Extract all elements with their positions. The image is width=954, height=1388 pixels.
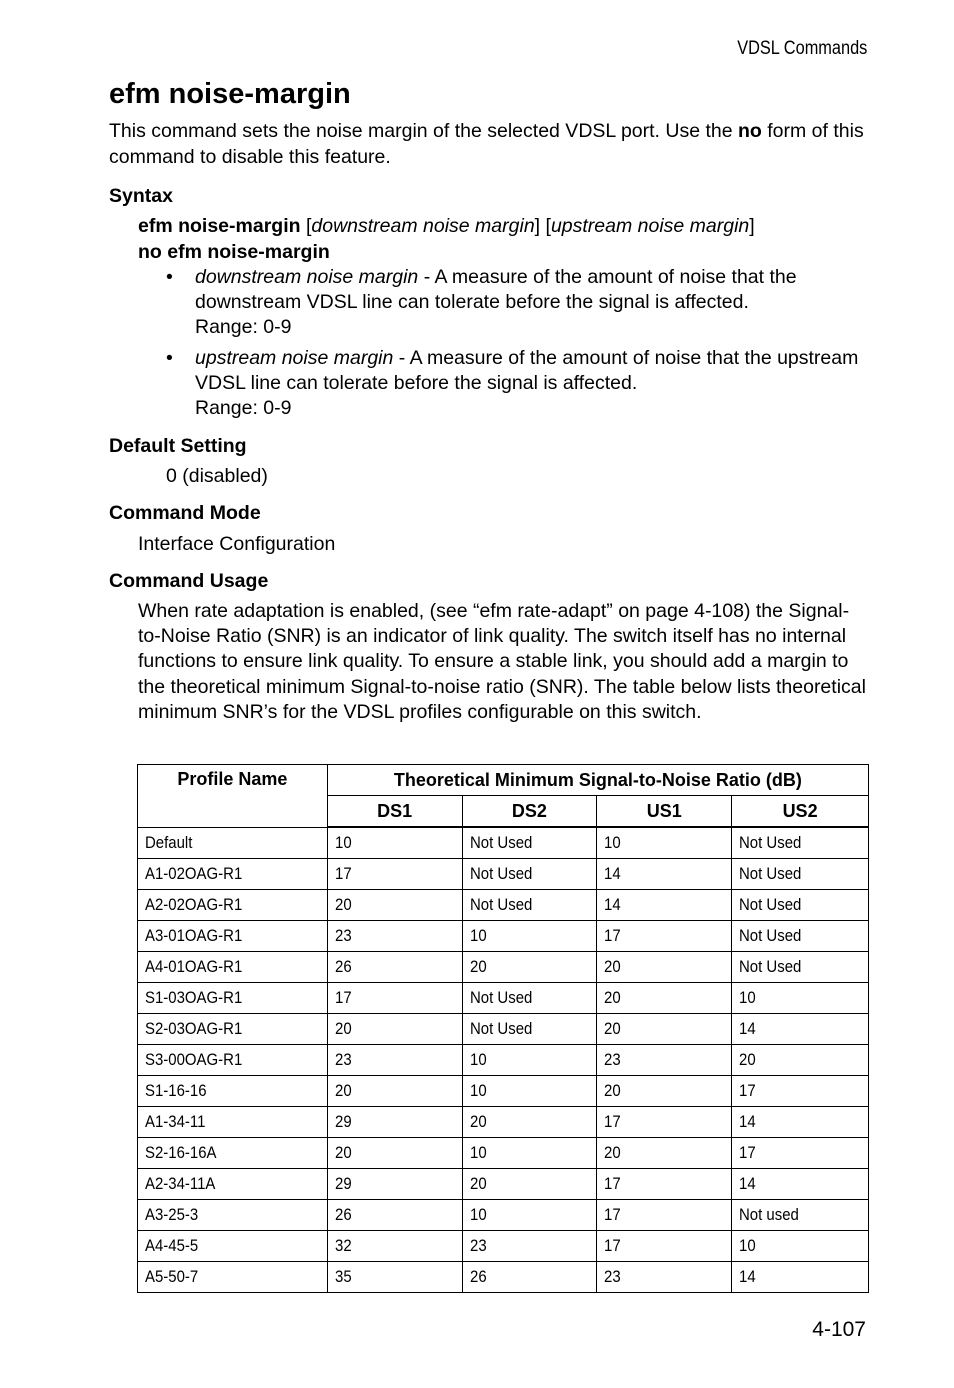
intro-text-end: form of this command to disable this feature. xyxy=(109,120,864,168)
snr-value-cell xyxy=(597,1014,732,1045)
cell-text: 14 xyxy=(739,1267,756,1286)
snr-value-cell xyxy=(732,1262,869,1293)
snr-value-cell xyxy=(597,859,732,890)
snr-value-cell xyxy=(597,1169,732,1200)
table-row xyxy=(138,1138,869,1169)
syntax-bracket: ] xyxy=(749,215,755,237)
cell-text: A1-02OAG-R1 xyxy=(145,864,243,883)
cell-text: 23 xyxy=(604,1267,621,1286)
snr-value-cell xyxy=(732,859,869,890)
snr-value-cell xyxy=(462,1107,597,1138)
bullet-marker: • xyxy=(166,266,173,288)
cell-text: 10 xyxy=(604,833,621,852)
profile-name-cell xyxy=(138,1138,328,1169)
profile-name-cell xyxy=(138,983,328,1014)
cell-text: 10 xyxy=(469,926,487,945)
cell-text: A5-50-7 xyxy=(145,1267,199,1286)
snr-value-cell xyxy=(327,921,462,952)
param-range: Range: 0-9 xyxy=(195,316,292,338)
cell-text: A4-01OAG-R1 xyxy=(145,957,243,976)
table-row xyxy=(138,1262,869,1293)
table-row xyxy=(138,1107,869,1138)
param-description: - A measure of the amount of noise that the downstream VDSL line can tolerate before the signal is affected. xyxy=(195,266,797,313)
snr-value-cell xyxy=(462,1045,597,1076)
cell-text: 32 xyxy=(334,1236,352,1255)
cell-text: 10 xyxy=(334,833,352,852)
cell-text: 20 xyxy=(604,1019,621,1038)
param-description: - A measure of the amount of noise that the upstream VDSL line can tolerate before the signal is affected. xyxy=(195,347,859,394)
snr-value-cell xyxy=(327,859,462,890)
snr-value-cell xyxy=(327,1231,462,1262)
table-row xyxy=(138,952,869,983)
cell-text: 23 xyxy=(469,1236,487,1255)
snr-value-cell xyxy=(732,1200,869,1231)
snr-value-cell xyxy=(462,890,597,921)
snr-value-cell xyxy=(732,827,869,859)
snr-value-cell xyxy=(732,1138,869,1169)
snr-value-cell xyxy=(327,1107,462,1138)
param-bullet-upstream xyxy=(195,346,875,421)
snr-value-cell xyxy=(462,1231,597,1262)
cell-text: Not Used xyxy=(739,926,802,945)
cell-text: 23 xyxy=(334,926,352,945)
profile-name-cell xyxy=(138,1200,328,1231)
cell-text: 20 xyxy=(739,1050,756,1069)
cell-text: 20 xyxy=(469,1174,487,1193)
snr-value-cell xyxy=(462,921,597,952)
snr-value-cell xyxy=(327,1045,462,1076)
page-number: 4-107 xyxy=(812,1318,866,1341)
cell-text: A2-02OAG-R1 xyxy=(145,895,243,914)
command-usage-text: When rate adaptation is enabled, (see “efm rate-adapt” on page 4-108) the Signal-to-Noise Ratio (SNR) is an indicator of link quality. The switch itself has no internal functions to ensure link quality. To ensure a stable link, you should add a margin to the theoretical minimum Signal-to-noise ratio (SNR). The table below lists theoretical minimum SNR’s for the VDSL profiles configurable on this switch. xyxy=(138,600,866,723)
snr-value-cell xyxy=(597,1200,732,1231)
cell-text: 14 xyxy=(739,1174,756,1193)
profile-name-cell xyxy=(138,1076,328,1107)
cell-text: Default xyxy=(145,832,193,852)
snr-value-cell xyxy=(597,1107,732,1138)
cell-text: 20 xyxy=(334,895,352,914)
snr-value-cell xyxy=(732,1076,869,1107)
cell-text: 10 xyxy=(739,1236,756,1255)
snr-value-cell xyxy=(462,1014,597,1045)
command-mode-value: Interface Configuration xyxy=(138,533,336,555)
cell-text: S2-16-16A xyxy=(145,1143,217,1162)
table-row xyxy=(138,859,869,890)
table-row xyxy=(138,1045,869,1076)
running-header: VDSL Commands xyxy=(736,38,867,59)
snr-value-cell xyxy=(462,952,597,983)
cell-text: 14 xyxy=(739,1112,756,1131)
bullet-marker: • xyxy=(166,347,173,369)
profile-name-cell xyxy=(138,1045,328,1076)
snr-value-cell xyxy=(327,1138,462,1169)
cell-text: A1-34-11 xyxy=(145,1112,206,1131)
snr-value-cell xyxy=(327,1076,462,1107)
snr-value-cell xyxy=(462,1169,597,1200)
snr-value-cell xyxy=(732,1231,869,1262)
param-term: upstream noise margin xyxy=(195,347,394,369)
cell-text: A3-25-3 xyxy=(145,1205,199,1224)
syntax-param-downstream: downstream noise margin xyxy=(311,215,535,237)
cell-text: A2-34-11A xyxy=(145,1174,216,1193)
cell-text: S1-03OAG-R1 xyxy=(145,988,243,1007)
table-row xyxy=(138,1076,869,1107)
cell-text: 17 xyxy=(739,1143,756,1162)
cell-text: 14 xyxy=(739,1019,756,1038)
cell-text: A4-45-5 xyxy=(145,1236,199,1255)
cell-text: 20 xyxy=(334,1019,352,1038)
snr-value-cell xyxy=(327,1014,462,1045)
cell-text: 26 xyxy=(334,1205,352,1224)
table-row xyxy=(138,1014,869,1045)
snr-value-cell xyxy=(597,890,732,921)
column-header-us2: US2 xyxy=(732,796,869,828)
cell-text: 17 xyxy=(604,1112,621,1131)
snr-value-cell xyxy=(597,1231,732,1262)
snr-value-cell xyxy=(327,827,462,859)
snr-value-cell xyxy=(732,1107,869,1138)
cell-text: 29 xyxy=(334,1112,352,1131)
syntax-bracket: ] [ xyxy=(534,215,551,237)
cell-text: 35 xyxy=(334,1267,352,1286)
cell-text: Not Used xyxy=(739,957,802,976)
cell-text: 17 xyxy=(604,926,621,945)
syntax-command: efm noise-margin xyxy=(138,215,301,237)
snr-value-cell xyxy=(597,1076,732,1107)
table-row xyxy=(138,1169,869,1200)
cell-text: 20 xyxy=(334,1143,352,1162)
default-setting-value: 0 (disabled) xyxy=(166,465,268,487)
snr-value-cell xyxy=(462,1200,597,1231)
snr-value-cell xyxy=(327,952,462,983)
column-header-ds2: DS2 xyxy=(462,796,597,828)
cell-text: 17 xyxy=(739,1081,756,1100)
snr-value-cell xyxy=(327,890,462,921)
snr-value-cell xyxy=(597,1262,732,1293)
intro-keyword: no xyxy=(738,120,762,142)
snr-value-cell xyxy=(732,952,869,983)
column-header-ds1: DS1 xyxy=(327,796,462,828)
table-row xyxy=(138,890,869,921)
intro-paragraph xyxy=(109,118,879,170)
snr-value-cell xyxy=(327,983,462,1014)
cell-text: 10 xyxy=(469,1143,487,1162)
profile-name-cell xyxy=(138,1107,328,1138)
cell-text: Not Used xyxy=(739,864,802,883)
cell-text: 17 xyxy=(334,988,352,1007)
snr-value-cell xyxy=(462,859,597,890)
param-bullet-downstream xyxy=(195,265,875,340)
cell-text: 17 xyxy=(604,1205,621,1224)
snr-table xyxy=(137,764,869,1293)
snr-value-cell xyxy=(732,983,869,1014)
snr-value-cell xyxy=(732,1014,869,1045)
snr-value-cell xyxy=(597,827,732,859)
cell-text: 10 xyxy=(739,988,756,1007)
column-header-us1: US1 xyxy=(597,796,732,828)
profile-name-cell xyxy=(138,1262,328,1293)
table-row xyxy=(138,1231,869,1262)
table-row xyxy=(138,921,869,952)
cell-text: Not Used xyxy=(469,864,532,883)
cell-text: Not Used xyxy=(469,833,532,852)
cell-text: 14 xyxy=(604,895,621,914)
cell-text: 20 xyxy=(604,1143,621,1162)
snr-value-cell xyxy=(732,1045,869,1076)
syntax-heading: Syntax xyxy=(109,185,173,207)
param-range: Range: 0-9 xyxy=(195,397,292,419)
cell-text: 20 xyxy=(604,957,621,976)
cell-text: S2-03OAG-R1 xyxy=(145,1019,243,1038)
cell-text: 17 xyxy=(334,864,352,883)
snr-value-cell xyxy=(597,921,732,952)
cell-text: 26 xyxy=(469,1267,487,1286)
command-mode-heading: Command Mode xyxy=(109,502,261,524)
profile-name-cell xyxy=(138,827,328,859)
cell-text: 23 xyxy=(604,1050,621,1069)
table-row xyxy=(138,1200,869,1231)
profile-name-cell xyxy=(138,859,328,890)
cell-text: A3-01OAG-R1 xyxy=(145,926,243,945)
syntax-line-1 xyxy=(138,215,755,238)
cell-text: Not Used xyxy=(739,833,802,852)
snr-value-cell xyxy=(597,952,732,983)
profile-name-cell xyxy=(138,890,328,921)
cell-text: 29 xyxy=(334,1174,352,1193)
cell-text: Not Used xyxy=(469,1019,532,1038)
profile-name-cell xyxy=(138,1014,328,1045)
snr-value-cell xyxy=(462,1138,597,1169)
table-row xyxy=(138,827,869,859)
snr-value-cell xyxy=(462,827,597,859)
default-setting-heading: Default Setting xyxy=(109,435,247,457)
snr-value-cell xyxy=(462,1262,597,1293)
syntax-line-2: no efm noise-margin xyxy=(138,241,330,263)
cell-text: 10 xyxy=(469,1205,487,1224)
cell-text: 10 xyxy=(469,1050,487,1069)
cell-text: S3-00OAG-R1 xyxy=(145,1050,243,1069)
snr-value-cell xyxy=(732,890,869,921)
cell-text: S1-16-16 xyxy=(145,1081,207,1100)
command-usage-heading: Command Usage xyxy=(109,570,269,592)
profile-name-cell xyxy=(138,1169,328,1200)
cell-text: 23 xyxy=(334,1050,352,1069)
cell-text: Not used xyxy=(739,1205,800,1224)
cell-text: 20 xyxy=(469,957,487,976)
snr-value-cell xyxy=(327,1200,462,1231)
table-body xyxy=(138,827,869,1293)
snr-value-cell xyxy=(597,1045,732,1076)
cell-text: 20 xyxy=(469,1112,487,1131)
snr-value-cell xyxy=(597,983,732,1014)
profile-name-cell xyxy=(138,952,328,983)
snr-value-cell xyxy=(462,1076,597,1107)
cell-text: 17 xyxy=(604,1236,621,1255)
cell-text: 10 xyxy=(469,1081,487,1100)
cell-text: Not Used xyxy=(739,895,802,914)
profile-name-cell xyxy=(138,1231,328,1262)
profile-name-header: Profile Name xyxy=(138,765,328,828)
cell-text: Not Used xyxy=(469,895,532,914)
cell-text: 20 xyxy=(604,1081,621,1100)
snr-value-cell xyxy=(327,1262,462,1293)
cell-text: Not Used xyxy=(469,988,532,1007)
snr-value-cell xyxy=(597,1138,732,1169)
table-row xyxy=(138,983,869,1014)
cell-text: 14 xyxy=(604,864,621,883)
page-title: efm noise-margin xyxy=(109,78,351,110)
snr-value-cell xyxy=(732,1169,869,1200)
intro-text-start: This command sets the noise margin of the selected VDSL port. Use the xyxy=(109,120,738,142)
profile-name-cell xyxy=(138,921,328,952)
cell-text: 26 xyxy=(334,957,352,976)
cell-text: 20 xyxy=(334,1081,352,1100)
cell-text: 20 xyxy=(604,988,621,1007)
syntax-bracket: [ xyxy=(300,215,312,237)
snr-group-header: Theoretical Minimum Signal-to-Noise Ratio (dB) xyxy=(327,765,868,796)
snr-value-cell xyxy=(327,1169,462,1200)
snr-value-cell xyxy=(732,921,869,952)
syntax-param-upstream: upstream noise margin xyxy=(550,215,750,237)
cell-text: 17 xyxy=(604,1174,621,1193)
snr-value-cell xyxy=(462,983,597,1014)
param-term: downstream noise margin xyxy=(195,266,419,288)
